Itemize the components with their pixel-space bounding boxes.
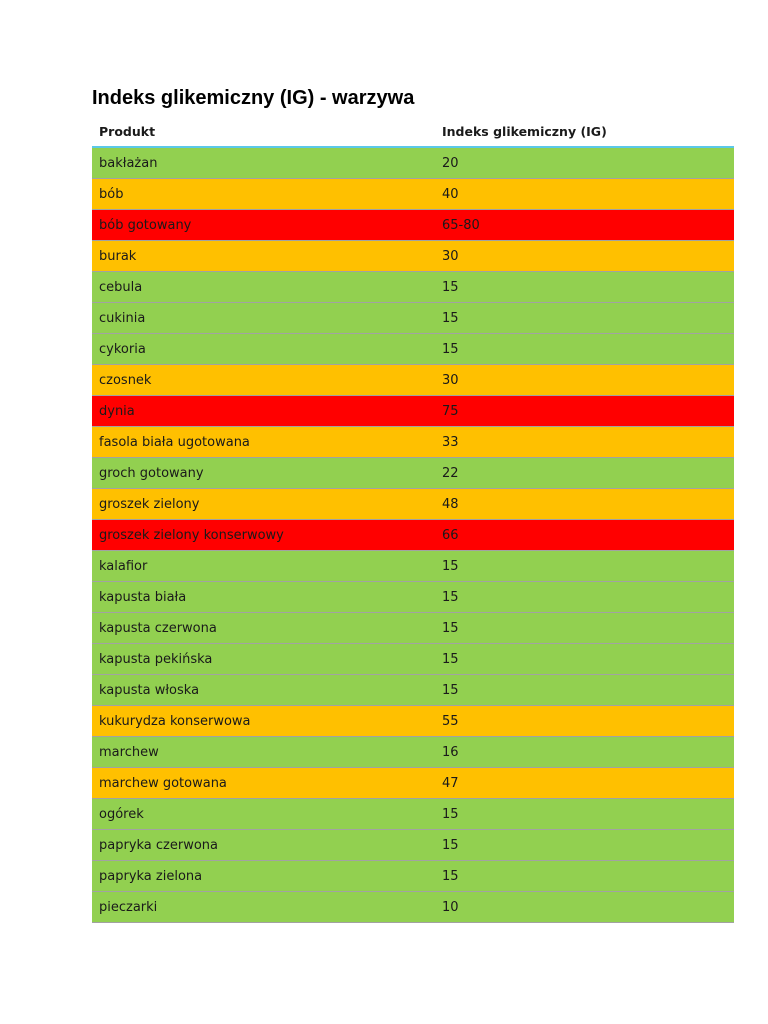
ig-value-cell: 16: [435, 737, 734, 768]
ig-value-cell: 20: [435, 147, 734, 179]
table-row: [92, 489, 734, 520]
table-row: [92, 582, 734, 613]
header-glycemic-index: Indeks glikemiczny (IG): [435, 116, 734, 147]
table-row: [92, 179, 734, 210]
product-cell: cukinia: [92, 303, 435, 334]
table-row: [92, 396, 734, 427]
table-row: [92, 675, 734, 706]
table-row: [92, 272, 734, 303]
ig-value-cell: 48: [435, 489, 734, 520]
table-row: [92, 241, 734, 272]
product-cell: kukurydza konserwowa: [92, 706, 435, 737]
ig-value-cell: 75: [435, 396, 734, 427]
ig-value-cell: 30: [435, 365, 734, 396]
ig-value-cell: 30: [435, 241, 734, 272]
product-cell: cebula: [92, 272, 435, 303]
header-product: Produkt: [92, 116, 435, 147]
ig-value-cell: 15: [435, 644, 734, 675]
ig-value-cell: 15: [435, 675, 734, 706]
table-row: [92, 768, 734, 799]
product-cell: pieczarki: [92, 892, 435, 923]
table-row: [92, 520, 734, 551]
product-cell: fasola biała ugotowana: [92, 427, 435, 458]
product-cell: marchew: [92, 737, 435, 768]
ig-value-cell: 15: [435, 799, 734, 830]
product-cell: kapusta biała: [92, 582, 435, 613]
product-cell: dynia: [92, 396, 435, 427]
page-title: Indeks glikemiczny (IG) - warzywa: [92, 87, 415, 109]
ig-value-cell: 15: [435, 272, 734, 303]
product-cell: bakłażan: [92, 147, 435, 179]
table-row: [92, 458, 734, 489]
product-cell: czosnek: [92, 365, 435, 396]
table-row: [92, 365, 734, 396]
product-cell: papryka zielona: [92, 861, 435, 892]
table-row: [92, 551, 734, 582]
product-cell: kapusta pekińska: [92, 644, 435, 675]
table-row: [92, 892, 734, 923]
product-cell: bób gotowany: [92, 210, 435, 241]
table-body: [92, 147, 734, 923]
product-cell: kapusta czerwona: [92, 613, 435, 644]
ig-value-cell: 66: [435, 520, 734, 551]
table-row: [92, 427, 734, 458]
product-cell: ogórek: [92, 799, 435, 830]
product-cell: groch gotowany: [92, 458, 435, 489]
ig-value-cell: 10: [435, 892, 734, 923]
product-cell: kalafior: [92, 551, 435, 582]
table-row: [92, 334, 734, 365]
ig-value-cell: 22: [435, 458, 734, 489]
table-row: [92, 830, 734, 861]
ig-value-cell: 15: [435, 334, 734, 365]
table-row: [92, 799, 734, 830]
table-row: [92, 644, 734, 675]
ig-value-cell: 55: [435, 706, 734, 737]
table-row: [92, 861, 734, 892]
ig-value-cell: 15: [435, 830, 734, 861]
product-cell: groszek zielony konserwowy: [92, 520, 435, 551]
ig-value-cell: 33: [435, 427, 734, 458]
product-cell: groszek zielony: [92, 489, 435, 520]
ig-value-cell: 15: [435, 551, 734, 582]
table-row: [92, 737, 734, 768]
ig-value-cell: 15: [435, 613, 734, 644]
product-cell: papryka czerwona: [92, 830, 435, 861]
ig-value-cell: 40: [435, 179, 734, 210]
product-cell: burak: [92, 241, 435, 272]
ig-value-cell: 47: [435, 768, 734, 799]
table-row: [92, 210, 734, 241]
product-cell: cykoria: [92, 334, 435, 365]
ig-value-cell: 15: [435, 582, 734, 613]
table-row: [92, 303, 734, 334]
table-row: [92, 613, 734, 644]
ig-value-cell: 65-80: [435, 210, 734, 241]
ig-value-cell: 15: [435, 303, 734, 334]
table-row: [92, 147, 734, 179]
product-cell: bób: [92, 179, 435, 210]
ig-value-cell: 15: [435, 861, 734, 892]
product-cell: kapusta włoska: [92, 675, 435, 706]
glycemic-index-table: [92, 116, 734, 923]
table-header-row: [92, 116, 734, 147]
table-row: [92, 706, 734, 737]
product-cell: marchew gotowana: [92, 768, 435, 799]
